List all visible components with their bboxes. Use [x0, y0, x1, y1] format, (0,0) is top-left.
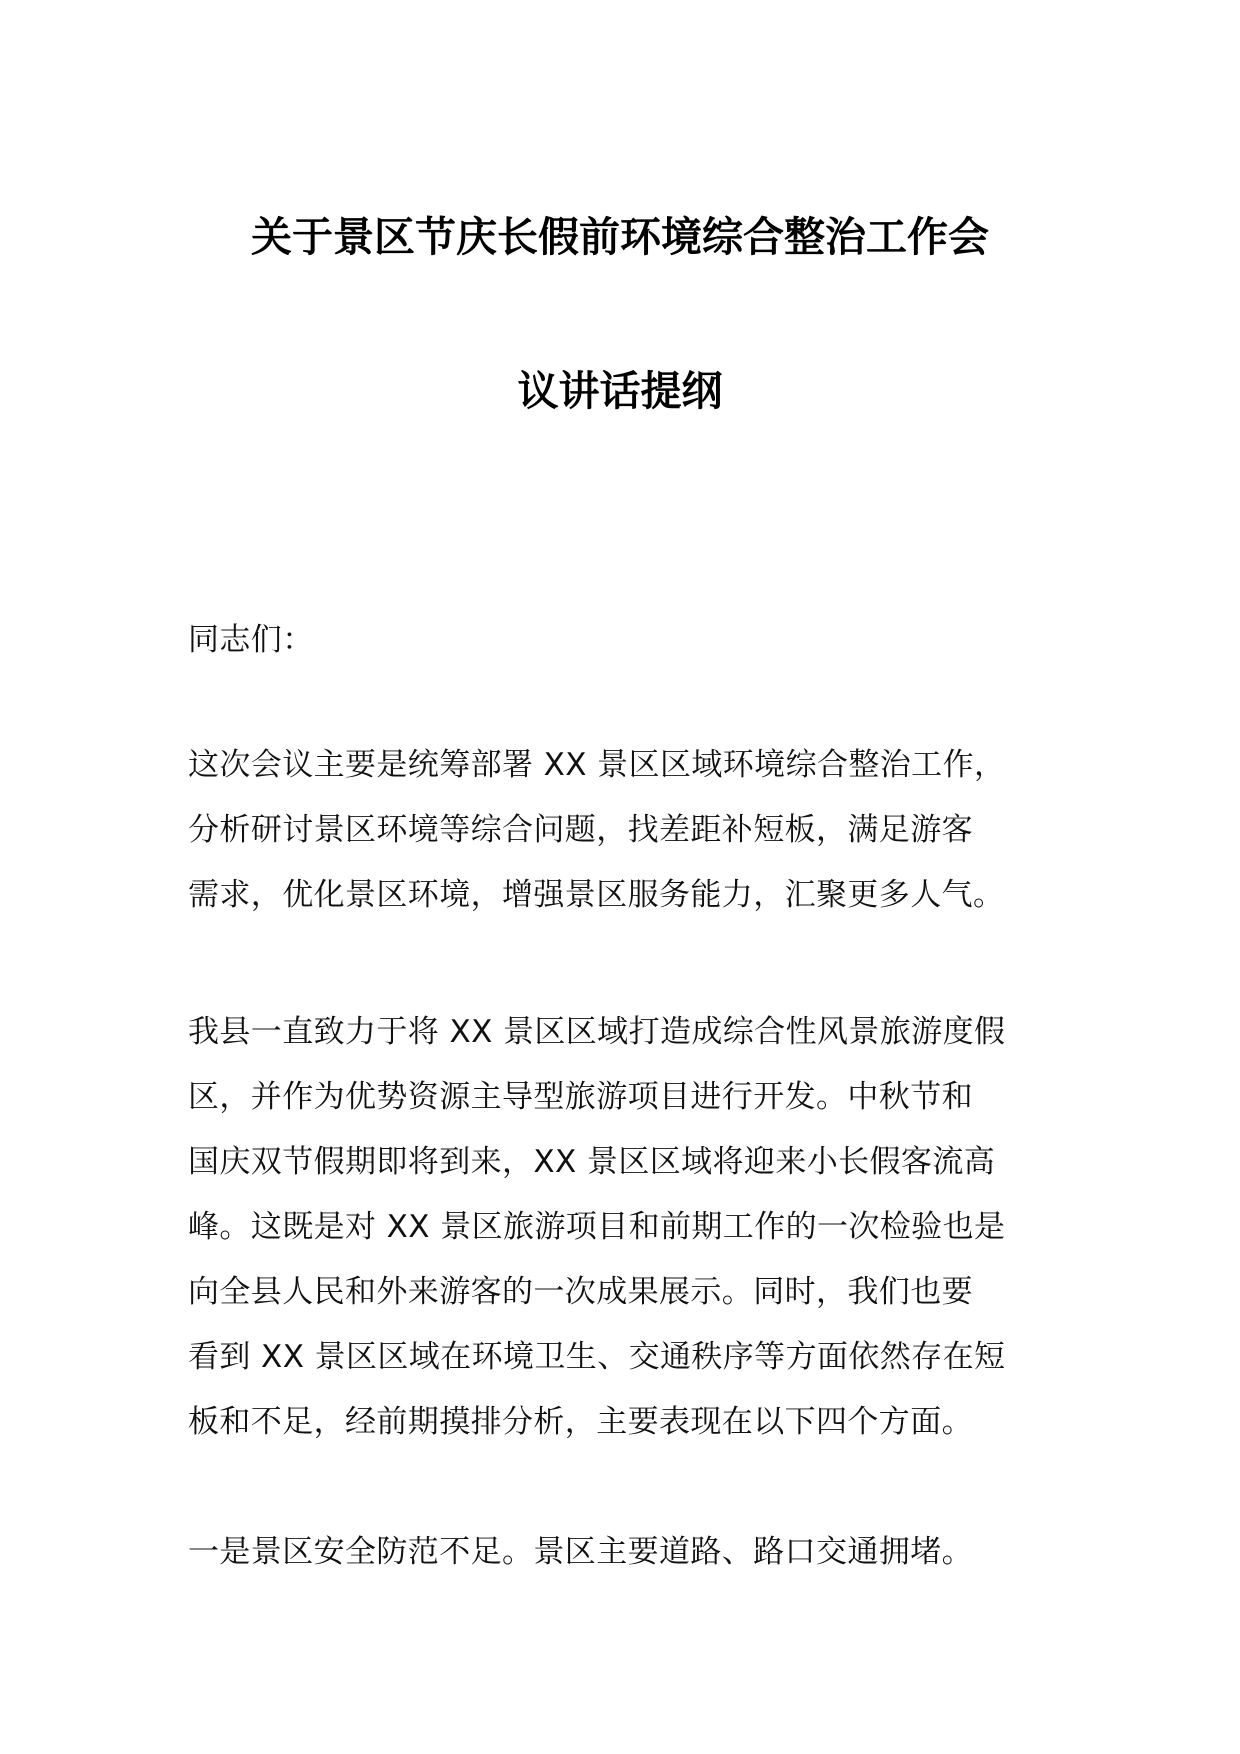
document-title-line-2: 议讲话提纲	[517, 367, 723, 415]
paragraph-line: 需求，优化景区环境，增强景区服务能力，汇聚更多人气。	[188, 877, 1005, 913]
paragraph-line: 这次会议主要是统筹部署 XX 景区区域环境综合整治工作，	[188, 747, 1006, 783]
greeting-text: 同志们：	[188, 622, 314, 658]
paragraph-line: 国庆双节假期即将到来，XX 景区区域将迎来小长假客流高	[188, 1144, 996, 1180]
document-title-line-1: 关于景区节庆长假前环境综合整治工作会	[251, 213, 989, 261]
paragraph-2	[188, 1000, 1048, 1455]
greeting	[188, 608, 1048, 673]
paragraph-line: 分析研讨景区环境等综合问题，找差距补短板，满足游客	[188, 812, 973, 848]
paragraph-line: 向全县人民和外来游客的一次成果展示。同时，我们也要	[188, 1274, 973, 1310]
paragraph-line: 看到 XX 景区区域在环境卫生、交通秩序等方面依然存在短	[188, 1339, 1006, 1375]
paragraph-line: 板和不足，经前期摸排分析，主要表现在以下四个方面。	[188, 1404, 973, 1440]
paragraph-line: 我县一直致力于将 XX 景区区域打造成综合性风景旅游度假	[188, 1014, 1006, 1050]
paragraph-line: 区，并作为优势资源主导型旅游项目进行开发。中秋节和	[188, 1079, 973, 1115]
paragraph-line: 一是景区安全防范不足。景区主要道路、路口交通拥堵。	[188, 1534, 973, 1570]
paragraph-3	[188, 1520, 1048, 1585]
paragraph-1	[188, 733, 1048, 928]
paragraph-line: 峰。这既是对 XX 景区旅游项目和前期工作的一次检验也是	[188, 1209, 1006, 1245]
